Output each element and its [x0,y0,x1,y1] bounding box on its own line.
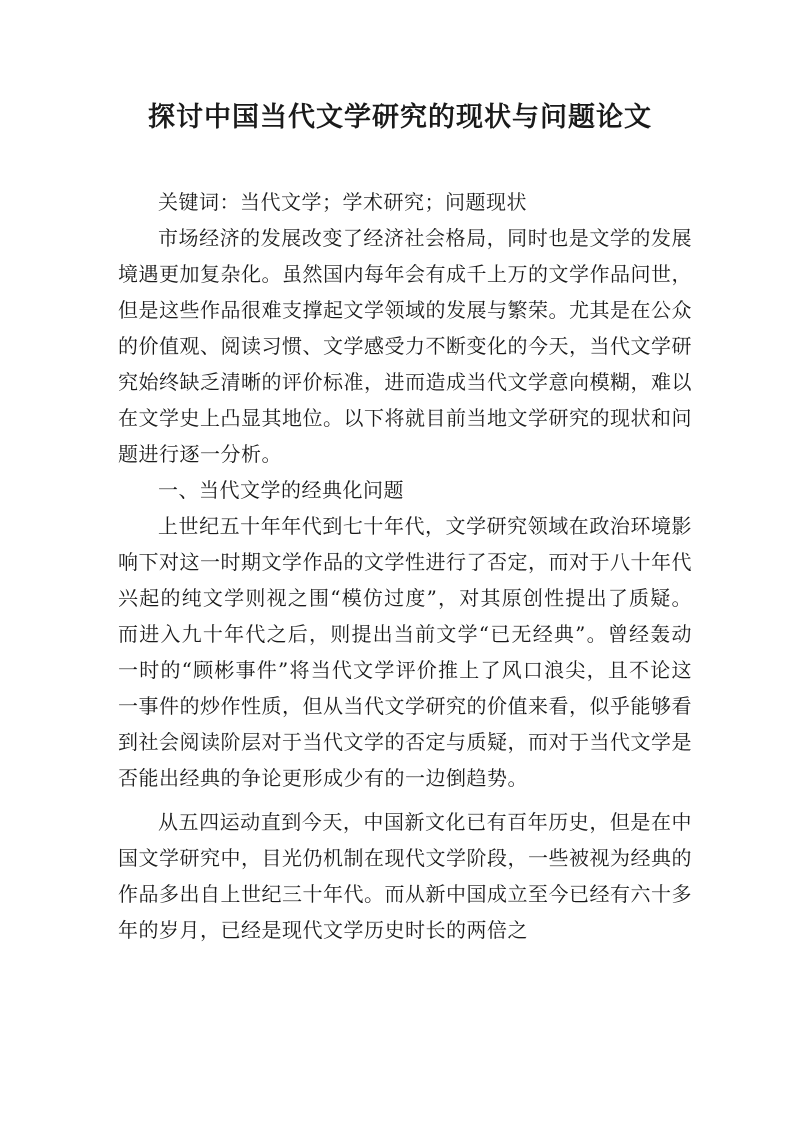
paragraph-classics: 上世纪五十年年代到七十年代，文学研究领域在政治环境影响下对这一时期文学作品的文学性进行了否定，而对于八十年代兴起的纯文学则视之围“模仿过度”，对其原创性提出了质疑。而进入九十年代之后，则提出当前文学“已无经典”。曾经轰动一时的“顾彬事件”将当代文学评价推上了风口浪尖，且不论这一事件的炒作性质，但从当代文学研究的价值来看，似乎能够看到社会阅读阶层对于当代文学的否定与质疑，而对于当代文学是否能出经典的争论更形成少有的一边倒趋势。 [118,514,692,790]
keywords-line: 关键词：当代文学；学术研究；问题现状 [158,190,527,214]
document-title: 探讨中国当代文学研究的现状与问题论文 [148,102,652,133]
paragraph-intro: 市场经济的发展改变了经济社会格局，同时也是文学的发展境遇更加复杂化。虽然国内每年会有成千上万的文学作品问世，但是这些作品很难支撑起文学领域的发展与繁荣。尤其是在公众的价值观、阅读习惯、文学感受力不断变化的今天，当代文学研究始终缺乏清晰的评价标准，进而造成当代文学意向模糊，难以在文学史上凸显其地位。以下将就目前当地文学研究的现状和问题进行逐一分析。 [118,226,692,466]
paragraph-history: 从五四运动直到今天，中国新文化已有百年历史，但是在中国文学研究中，目光仍机制在现代文学阶段，一些被视为经典的作品多出自上世纪三十年代。而从新中国成立至今已经有六十多年的岁月，已经是现代文学历史时长的两倍之 [118,810,692,942]
section-heading: 一、当代文学的经典化问题 [158,478,404,502]
document-body [118,184,692,948]
